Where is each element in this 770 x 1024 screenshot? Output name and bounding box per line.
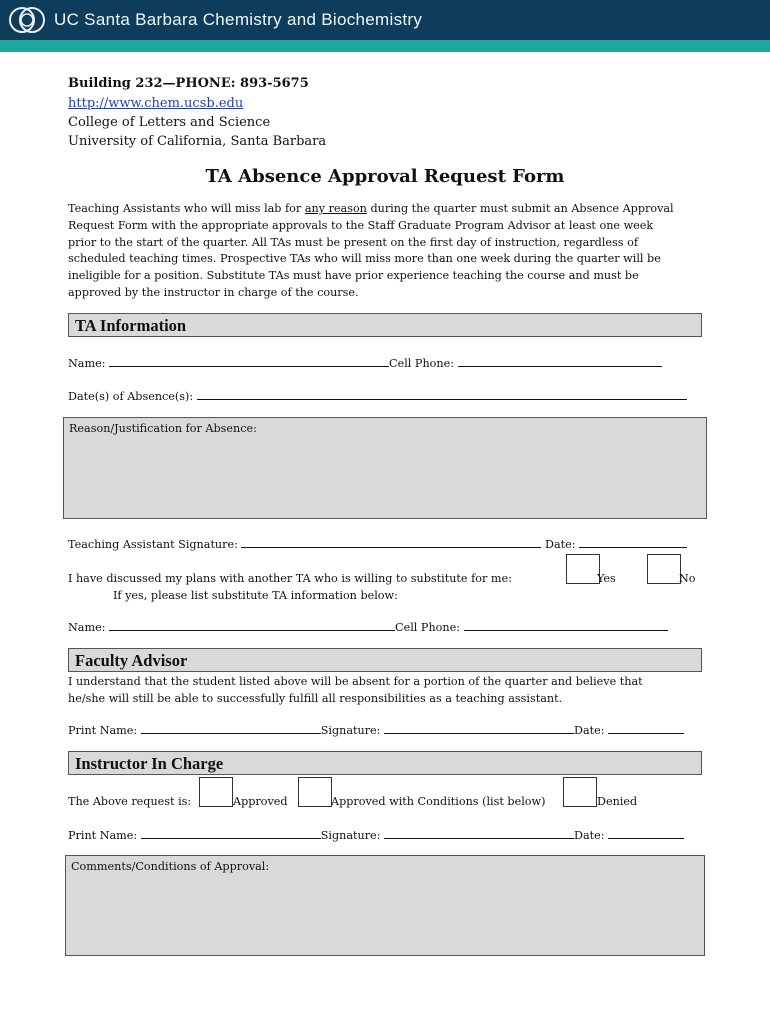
approved-with-conditions-label: Approved with Conditions (list below) [331,795,546,808]
faculty-signature-field[interactable] [384,733,574,734]
instructor-date-field[interactable] [608,838,684,839]
instructor-signature-row: Print Name: Signature: Date: [68,829,684,842]
request-status-label: The Above request is: [68,795,192,808]
faculty-advisor-heading: Faculty Advisor [68,648,702,672]
approved-with-conditions-checkbox[interactable] [298,777,332,807]
ta-signature-date-field[interactable] [579,547,687,548]
form-title: TA Absence Approval Request Form [205,166,565,187]
faculty-statement: I understand that the student listed above will be absent for a portion of the quarter and believe that he/she will still be able to successfully fulfill all responsibilities as a teaching assistant. [68,675,643,705]
substitute-instructions: If yes, please list substitute TA information below: [113,589,398,602]
substitute-name-field[interactable] [109,630,395,631]
ta-signature-field[interactable] [241,547,541,548]
header-stripe [0,40,770,52]
reason-justification-box[interactable] [63,417,707,519]
substitute-no-label: No [679,572,696,585]
address-university: University of California, Santa Barbara [68,134,327,149]
intro-paragraph: Teaching Assistants who will miss lab for any reason during the quarter must submit an Absence Approval Request Form with the appropriate approvals to the Staff Graduate Program Advisor at least one week prior to the start of the quarter. All TAs must be present on the first day of instruction, regardless of scheduled teaching times. Prospective TAs who will miss more than one week during the quarter will be ineligible for a position. Substitute TAs must have prior experience teaching the course and must be approved by the instructor in charge of the course. [68,202,674,299]
substitute-question: I have discussed my plans with another TA who is willing to substitute for me: [68,572,512,585]
denied-label: Denied [597,795,638,808]
ucsb-logo-icon [8,4,48,36]
intro-emphasis: any reason [304,202,367,215]
ta-cell-phone-field[interactable] [458,366,662,367]
instructor-print-name-field[interactable] [141,838,321,839]
comments-conditions-box[interactable] [65,855,705,956]
approved-checkbox[interactable] [199,777,233,807]
substitute-no-checkbox[interactable] [647,554,681,584]
address-building-phone: Building 232—PHONE: 893-5675 [68,76,309,91]
comments-label: Comments/Conditions of Approval: [71,860,270,873]
address-college: College of Letters and Science [68,115,271,130]
ta-name-row: Name: Cell Phone: [68,357,662,370]
ta-information-heading: TA Information [68,313,702,337]
substitute-yes-label: Yes [597,572,616,585]
header-title: UC Santa Barbara Chemistry and Biochemistry [54,10,423,29]
substitute-cell-phone-field[interactable] [464,630,668,631]
substitute-yes-checkbox[interactable] [566,554,600,584]
approved-label: Approved [233,795,288,808]
instructor-in-charge-heading: Instructor In Charge [68,751,702,775]
department-website-link[interactable]: http://www.chem.ucsb.edu [68,96,244,111]
absence-dates-field[interactable] [197,399,687,400]
reason-label: Reason/Justification for Absence: [69,422,257,435]
instructor-signature-field[interactable] [384,838,574,839]
ta-signature-row: Teaching Assistant Signature: Date: [68,538,687,551]
substitute-name-row: Name: Cell Phone: [68,621,668,634]
faculty-date-field[interactable] [608,733,684,734]
ta-name-field[interactable] [109,366,389,367]
absence-dates-row: Date(s) of Absence(s): [68,390,687,403]
faculty-signature-row: Print Name: Signature: Date: [68,724,684,737]
denied-checkbox[interactable] [563,777,597,807]
faculty-print-name-field[interactable] [141,733,321,734]
